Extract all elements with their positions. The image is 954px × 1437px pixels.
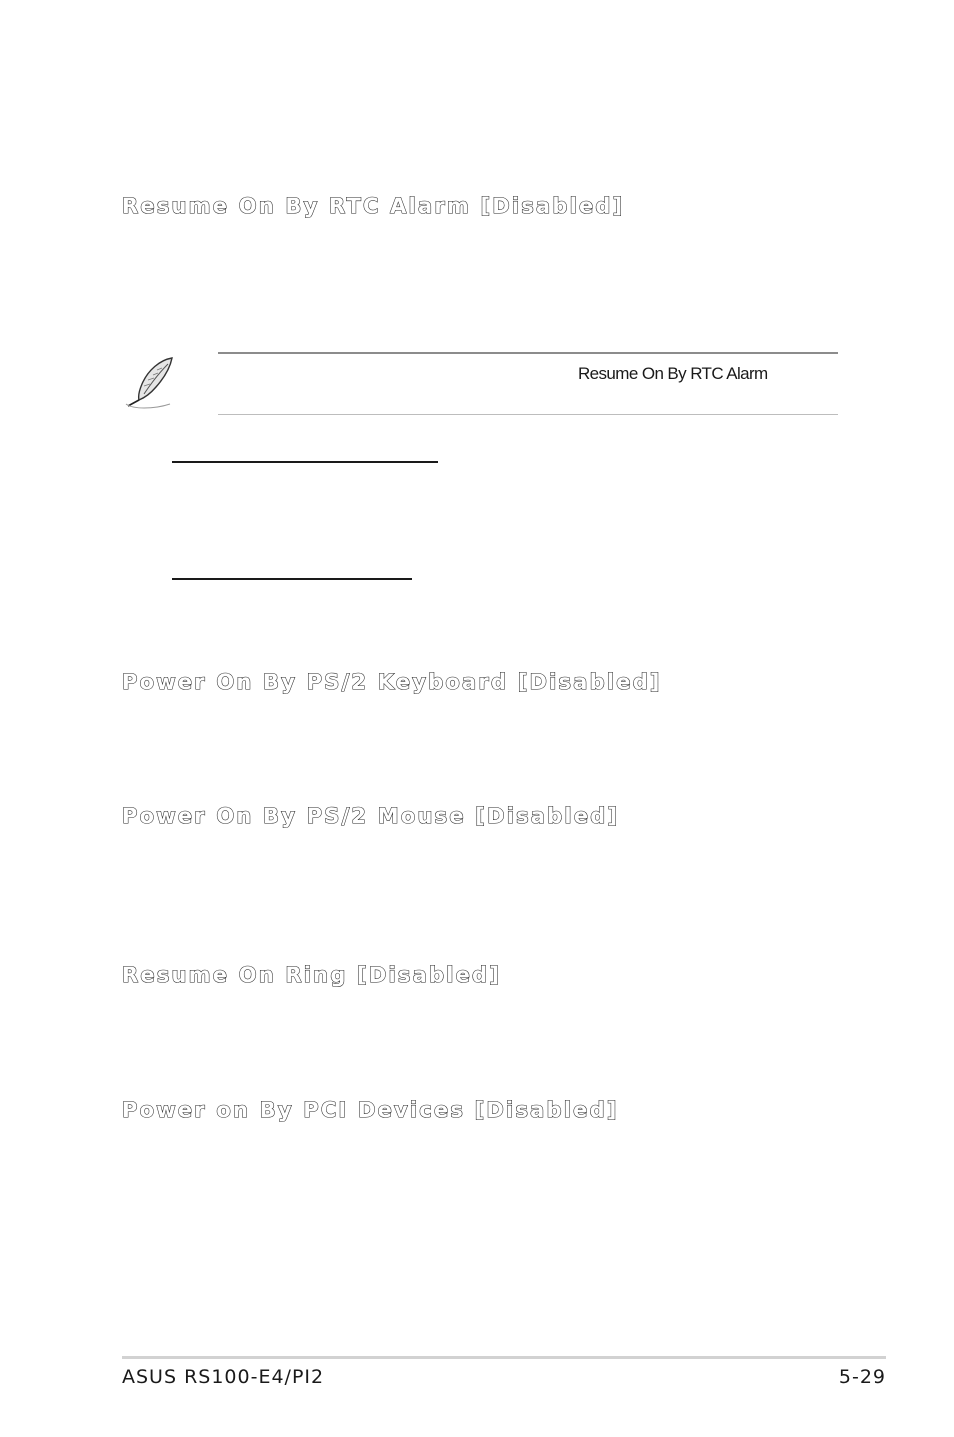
note-icon-wrapper (120, 354, 180, 414)
section-heading-ps2-mouse: Power On By PS/2 Mouse [Disabled] (122, 804, 620, 828)
footer-divider (122, 1356, 886, 1359)
footer-product-name: ASUS RS100-E4/PI2 (122, 1366, 325, 1388)
section-heading-pci-devices: Power on By PCI Devices [Disabled] (122, 1098, 619, 1122)
section-heading-rtc-alarm: Resume On By RTC Alarm [Disabled] (122, 194, 625, 218)
footer-page-number: 5-29 (838, 1366, 886, 1388)
note-box (218, 352, 838, 415)
note-text: Resume On By RTC Alarm (578, 364, 768, 383)
section-heading-ps2-keyboard: Power On By PS/2 Keyboard [Disabled] (122, 670, 662, 694)
feather-pen-icon (120, 354, 180, 414)
underline-rule-1 (172, 461, 438, 463)
section-heading-resume-on-ring: Resume On Ring [Disabled] (122, 963, 502, 987)
underline-rule-2 (172, 578, 412, 580)
